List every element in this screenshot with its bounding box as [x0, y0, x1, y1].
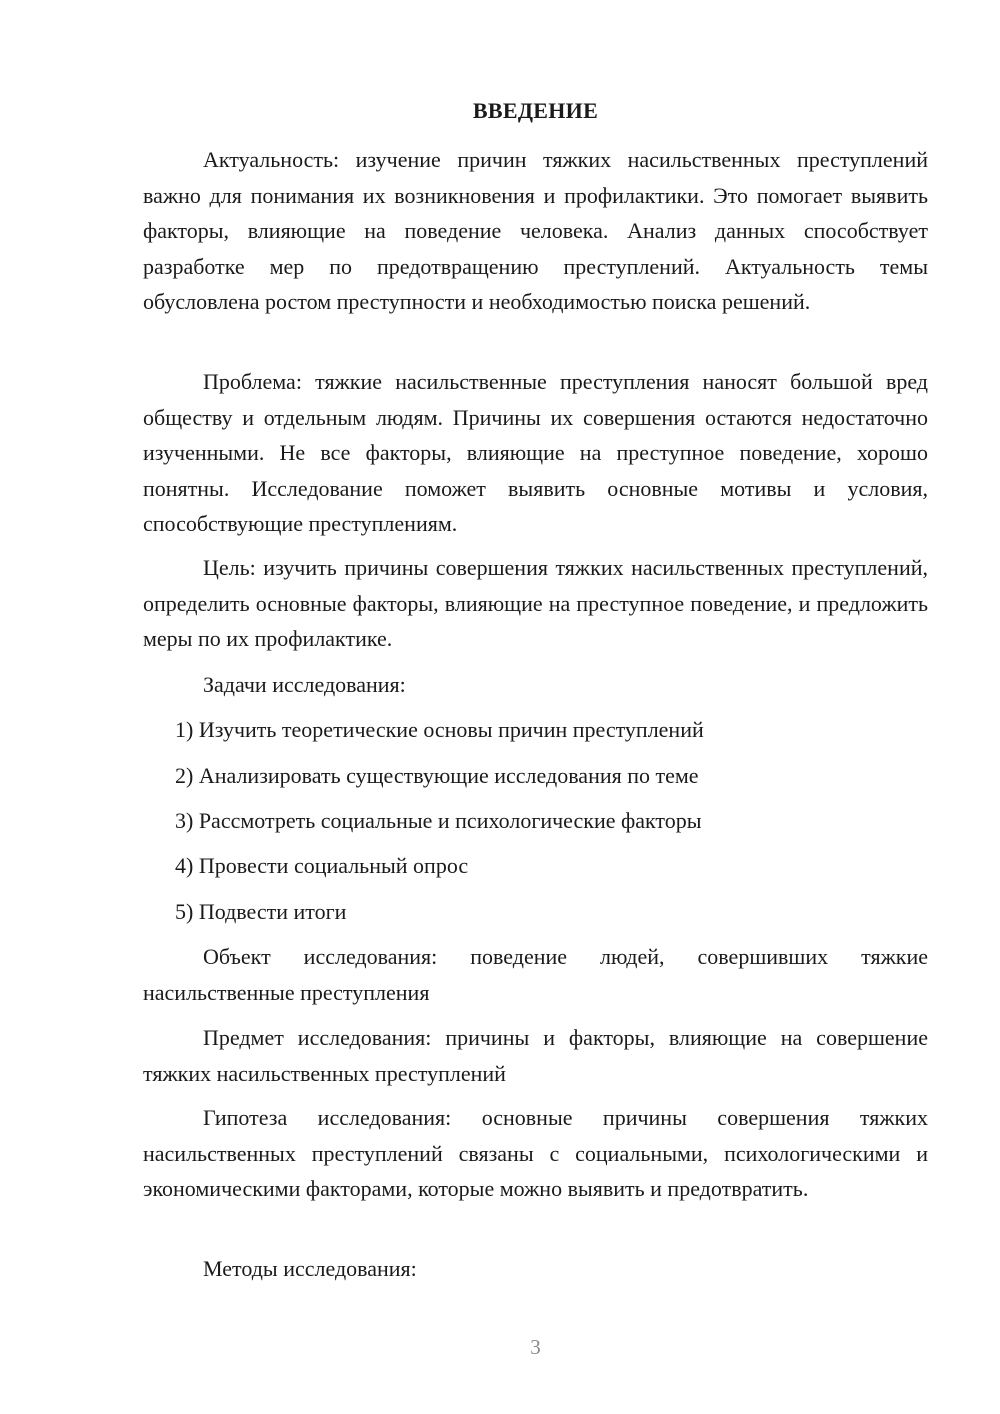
page-number: 3 [530, 1335, 541, 1359]
section-title: ВВЕДЕНИЕ [472, 98, 599, 123]
task-item-3: 3) Рассмотреть социальные и психологические факторы [175, 808, 702, 833]
tasks-heading: Задачи исследования: [203, 672, 406, 697]
task-item-2: 2) Анализировать существующие исследования по теме [175, 763, 699, 788]
relevance-paragraph: Актуальность: изучение причин тяжких насильственных преступлений важно для понимания их возникновения и профилактики. Это помогает выявить факторы, влияющие на поведение человека. Анализ данных способствует разработке мер по предотвращению преступлений. Актуальность темы обусловлена ростом преступности и необходимостью поиска решений. [143, 147, 928, 314]
goal-paragraph: Цель: изучить причины совершения тяжких насильственных преступлений, определить основные факторы, влияющие на преступное поведение, и предложить меры по их профилактике. [143, 555, 928, 651]
hypothesis-paragraph: Гипотеза исследования: основные причины совершения тяжких насильственных преступлений связаны с социальными, психологическими и экономическими факторами, которые можно выявить и предотвратить. [143, 1105, 928, 1201]
task-item-5: 5) Подвести итоги [175, 899, 347, 924]
methods-heading: Методы исследования: [203, 1256, 417, 1281]
object-paragraph: Объект исследования: поведение людей, совершивших тяжкие насильственные преступления [143, 944, 928, 1005]
problem-paragraph: Проблема: тяжкие насильственные преступления наносят большой вред обществу и отдельным людям. Причины их совершения остаются недостаточно изученными. Не все факторы, влияющие на преступное поведение, хорошо понятны. Исследование поможет выявить основные мотивы и условия, способствующие преступлениям. [143, 369, 928, 536]
task-item-1: 1) Изучить теоретические основы причин преступлений [175, 717, 704, 742]
task-item-4: 4) Провести социальный опрос [175, 853, 469, 878]
subject-paragraph: Предмет исследования: причины и факторы, влияющие на совершение тяжких насильственных преступлений [143, 1025, 928, 1086]
